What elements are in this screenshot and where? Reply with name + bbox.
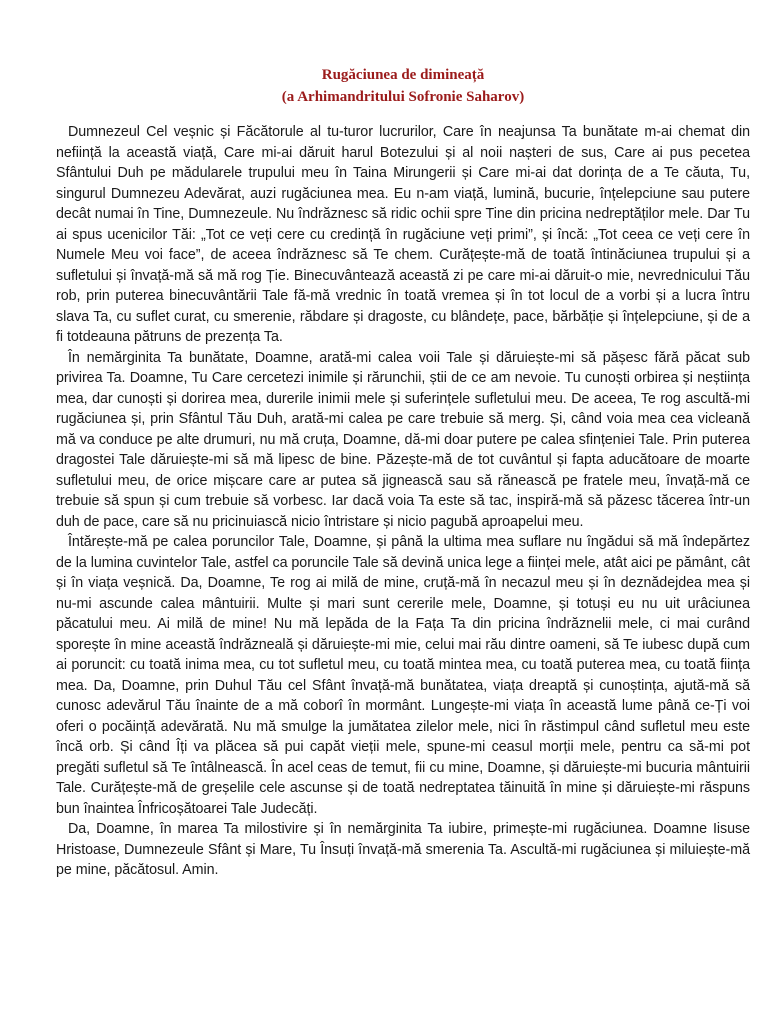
- paragraph-2: În nemărginita Ta bunătate, Doamne, arată-mi calea voii Tale și dăruiește-mi să pășesc fără păcat sub privirea Ta. Doamne, Tu Care cercetezi inimile și rărunchii, știi de ce am nevoie. Tu cunoști orbirea și neștiința mea, dar cunoști și dorirea mea, durerile inimii mele și suferințele sufletului meu. De aceea, Te rog ascultă-mi rugăciunea și, prin Sfântul Tău Duh, arată-mi calea pe care trebuie să merg. Și, când voia mea cea vicleană mă va conduce pe alte drumuri, nu mă cruța, Doamne, dă-mi doar putere pe calea sfințeniei Tale. Prin puterea dragostei Tale dăruiește-mi să mă lipesc de bine. Păzește-mă de tot cuvântul și fapta aducătoare de moarte sufletului meu, de orice mișcare care ar putea să jignească sau să rănească pe fratele meu, învață-mă ce trebuie să spun și cum trebuie să vorbesc. Iar dacă voia Ta este să tac, inspiră-mă să păzesc tăcerea într-un duh de pace, care să nu pricinuiască nicio întristare și nicio pagubă aproapelui meu.: [56, 349, 750, 530]
- paragraph-1: Dumnezeul Cel veșnic și Făcătorule al tu-turor lucrurilor, Care în neajunsa Ta bunătate m-ai chemat din neființă la această viață, Care mi-ai dăruit harul Botezului și al noii nașteri de sus, Care ai pus pecetea Sfântului Duh pe mădularele trupului meu în Taina Mirungerii și Care mi-ai dat dorința de a Te căuta, Tu, singurul Dumnezeu Adevărat, auzi rugăciunea mea. Eu n-am viață, lumină, bucurie, înțelepciune sau putere decât numai în Tine, Dumnezeule. Nu îndrăznesc să ridic ochii spre Tine din pricina nedreptăților mele. Dar Tu ai spus ucenicilor Tăi: „Tot ce veți cere cu credință în rugăciune veți primi”, și încă: „Tot ceea ce veți cere în Numele Meu voi face”, de aceea îndrăznesc să Te chem. Curățește-mă de toată întinăciunea trupului și a sufletului și învață-mă să mă rog Ție. Binecuvântează această zi pe care mi-ai dăruit-o mie, nevrednicului Tău rob, prin puterea binecuvântării Tale fă-mă vrednic în toată vremea și în tot locul de a vorbi și a lucra întru slava Ta, cu suflet curat, cu smerenie, răbdare și dragoste, cu blândețe, pace, bărbăție și înțelepciune, și de a fi totdeauna pătruns de prezența Ta.: [56, 124, 750, 345]
- document-subtitle: (a Arhimandritului Sofronie Saharov): [281, 89, 525, 105]
- paragraph-3: Întărește-mă pe calea poruncilor Tale, Doamne, și până la ultima mea suflare nu îngădui să mă îndepărtez de la lumina cuvintelor Tale, astfel ca poruncile Tale să devină unica lege a ființei mele, atât aici pe pământ, cât și în viața veșnică. Da, Doamne, Te rog ai milă de mine, cruță-mă în necazul meu și în deznădejdea mea și nu-mi ascunde calea mântuirii. Multe și mari sunt cererile mele, Doamne, și totuși eu nu uit urâciunea păcatului meu. Ai milă de mine! Nu mă lepăda de la Fața Ta din pricina îndrăznelii mele, ci mai curând sporește în mine această îndrăzneală și dăruiește-mi mie, celui mai rău dintre oameni, să Te iubesc după cum ai poruncit: cu toată inima mea, cu tot sufletul meu, cu toată mintea mea, cu toată puterea mea, cu toată ființa mea. Da, Doamne, prin Duhul Tău cel Sfânt învață-mă bunătatea, viața dreaptă și cunoștința, ajută-mă să cunosc adevărul Tău înainte de a mă coborî în mormânt. Lungește-mi viața în această lume până ce-Ți voi oferi o pocăință adevărată. Nu mă smulge la jumătatea zilelor mele, nici în răstimpul când sufletul meu este încă orb. Și când Îți va plăcea să pui capăt vieții mele, spune-mi ceasul morții mele, pentru ca să-mi pot pregăti sufletul să Te întâlnească. În acel ceas de temut, fii cu mine, Doamne, și dăruiește-mi bucuria mântuirii Tale. Curățește-mă de greșelile cele ascunse și de toată nedreptatea tăinuită în mine și dăruiește-mi răspuns bun înaintea Înfricoșătoarei Tale Judecăți.: [56, 534, 750, 817]
- title-block: [56, 64, 750, 108]
- document-page: [56, 64, 750, 881]
- document-title: Rugăciunea de dimineață: [321, 67, 485, 83]
- paragraph-4: Da, Doamne, în marea Ta milostivire și în nemărginita Ta iubire, primește-mi rugăciunea. Doamne Iisuse Hristoase, Dumnezeule Sfânt și Mare, Tu Însuți învață-mă smerenia Ta. Ascultă-mi rugăciunea și miluiește-mă pe mine, păcătosul. Amin.: [56, 821, 750, 878]
